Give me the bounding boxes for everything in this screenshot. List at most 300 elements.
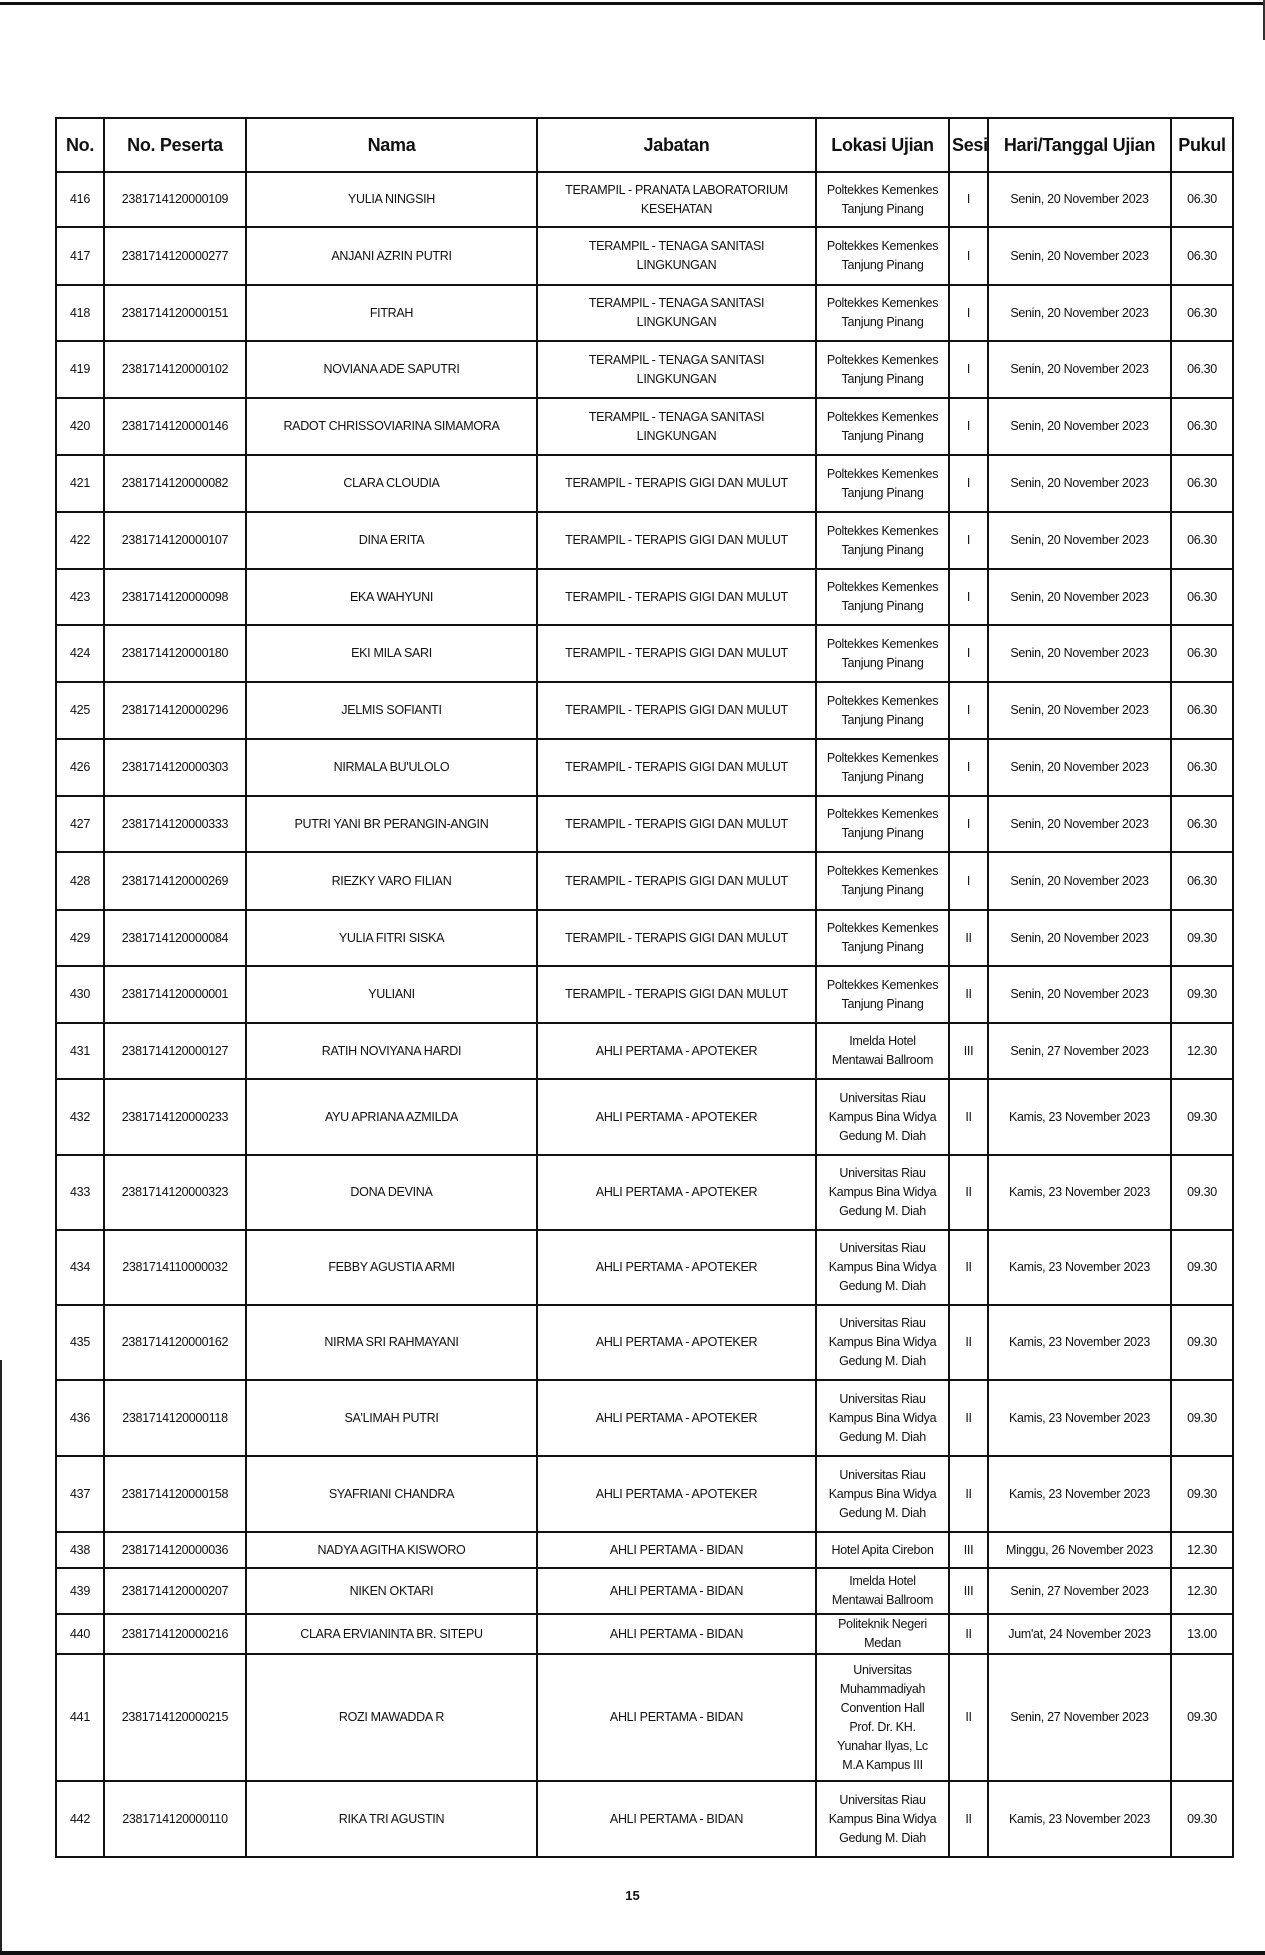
exam-location-line: Poltekkes Kemenkes	[826, 182, 939, 197]
table-row	[56, 341, 1233, 398]
exam-location-line: Imelda Hotel	[849, 1034, 916, 1048]
exam-location-line: Gedung M. Diah	[839, 1429, 926, 1444]
participant-number: 2381714120000323	[104, 1155, 246, 1230]
position	[537, 1023, 816, 1079]
participant-name: SYAFRIANI CHANDRA	[246, 1456, 537, 1532]
participant-number: 2381714120000333	[104, 796, 246, 852]
position-line: AHLI PERTAMA - BIDAN	[609, 1626, 744, 1641]
row-number: 431	[56, 1023, 104, 1079]
position-line: AHLI PERTAMA - APOTEKER	[595, 1109, 758, 1124]
position-line: AHLI PERTAMA - APOTEKER	[595, 1043, 758, 1058]
row-number: 426	[56, 739, 104, 796]
row-number: 435	[56, 1305, 104, 1380]
header-lokasi-ujian: Lokasi Ujian	[816, 118, 949, 172]
table-row	[56, 285, 1233, 341]
position	[537, 739, 816, 796]
position-line: AHLI PERTAMA - APOTEKER	[595, 1185, 758, 1199]
participant-number: 2381714110000032	[104, 1230, 246, 1305]
participant-name: CLARA CLOUDIA	[246, 455, 537, 512]
participant-name: FITRAH	[246, 285, 537, 341]
participant-name: NOVIANA ADE SAPUTRI	[246, 341, 537, 398]
row-number: 438	[56, 1532, 104, 1568]
position-line: TERAMPIL - TERAPIS GIGI DAN MULUT	[565, 533, 788, 547]
position-line: AHLI PERTAMA - BIDAN	[609, 1710, 744, 1724]
row-number: 420	[56, 398, 104, 455]
exam-location-line: Poltekkes Kemenkes	[826, 296, 939, 310]
position	[537, 172, 816, 227]
exam-time: 09.30	[1171, 1654, 1233, 1781]
exam-time: 06.30	[1171, 285, 1233, 341]
exam-location-line: Poltekkes Kemenkes	[826, 750, 939, 765]
exam-location-line: Tanjung Pinang	[841, 315, 924, 329]
exam-location-line: Tanjung Pinang	[841, 599, 924, 613]
session: II	[949, 910, 988, 966]
position	[537, 682, 816, 739]
position	[537, 1380, 816, 1456]
table-row	[56, 227, 1233, 285]
participant-name: YULIA FITRI SISKA	[246, 910, 537, 966]
row-number: 421	[56, 455, 104, 512]
table-row	[56, 1305, 1233, 1380]
exam-location-line: Tanjung Pinang	[841, 485, 924, 500]
exam-date: Senin, 20 November 2023	[988, 966, 1171, 1023]
participant-number: 2381714120000216	[104, 1614, 246, 1654]
exam-time: 09.30	[1171, 1305, 1233, 1380]
row-number: 433	[56, 1155, 104, 1230]
exam-location-line: Kampus Bina Widya	[828, 1486, 937, 1501]
position	[537, 1305, 816, 1380]
exam-time: 09.30	[1171, 966, 1233, 1023]
table-row	[56, 1781, 1233, 1857]
position	[537, 1781, 816, 1857]
table-header-row	[56, 118, 1233, 172]
exam-location	[816, 739, 949, 796]
session: II	[949, 1456, 988, 1532]
position	[537, 1456, 816, 1532]
session: I	[949, 852, 988, 910]
exam-location-line: Mentawai Ballroom	[831, 1053, 934, 1067]
row-number: 434	[56, 1230, 104, 1305]
position	[537, 341, 816, 398]
exam-location	[816, 1456, 949, 1532]
exam-date: Senin, 20 November 2023	[988, 682, 1171, 739]
participant-name: RADOT CHRISSOVIARINA SIMAMORA	[246, 398, 537, 455]
exam-time: 06.30	[1171, 512, 1233, 569]
participant-number: 2381714120000102	[104, 341, 246, 398]
position-line: AHLI PERTAMA - BIDAN	[609, 1811, 744, 1826]
position-line: TERAMPIL - TENAGA SANITASI	[588, 409, 765, 424]
session: II	[949, 1305, 988, 1380]
header-pukul: Pukul	[1171, 118, 1233, 172]
header-no: No.	[56, 118, 104, 172]
exam-location-line: Tanjung Pinang	[841, 883, 924, 897]
exam-location-line: Universitas Riau	[839, 1391, 926, 1406]
row-number: 430	[56, 966, 104, 1023]
table-row	[56, 1079, 1233, 1155]
position-line: TERAMPIL - TERAPIS GIGI DAN MULUT	[565, 760, 788, 774]
participant-name: EKI MILA SARI	[246, 625, 537, 682]
exam-location-line: Poltekkes Kemenkes	[826, 580, 939, 594]
exam-location-line: Gedung M. Diah	[839, 1354, 926, 1368]
exam-time: 12.30	[1171, 1568, 1233, 1614]
exam-date: Senin, 20 November 2023	[988, 285, 1171, 341]
exam-date: Kamis, 23 November 2023	[988, 1380, 1171, 1456]
position-line: TERAMPIL - TERAPIS GIGI DAN MULUT	[565, 987, 788, 1001]
header-no-peserta: No. Peserta	[104, 118, 246, 172]
participant-name: ANJANI AZRIN PUTRI	[246, 227, 537, 285]
participant-name: PUTRI YANI BR PERANGIN-ANGIN	[246, 796, 537, 852]
exam-location-line: Convention Hall	[840, 1700, 925, 1715]
exam-location-line: Poltekkes Kemenkes	[826, 239, 939, 253]
exam-location-line: Mentawai Ballroom	[831, 1593, 934, 1607]
exam-time: 06.30	[1171, 682, 1233, 739]
session: II	[949, 1079, 988, 1155]
exam-date: Jum'at, 24 November 2023	[988, 1614, 1171, 1654]
exam-location	[816, 682, 949, 739]
position-line: TERAMPIL - TERAPIS GIGI DAN MULUT	[565, 703, 788, 717]
exam-time: 12.30	[1171, 1532, 1233, 1568]
participant-name: RATIH NOVIYANA HARDI	[246, 1023, 537, 1079]
position	[537, 569, 816, 625]
exam-time: 12.30	[1171, 1023, 1233, 1079]
exam-location-line: Tanjung Pinang	[841, 542, 924, 557]
exam-location	[816, 1155, 949, 1230]
exam-location-line: Universitas Riau	[839, 1316, 926, 1330]
position-line: AHLI PERTAMA - BIDAN	[609, 1583, 744, 1598]
exam-location-line: Poltekkes Kemenkes	[826, 921, 939, 935]
position-line: AHLI PERTAMA - APOTEKER	[595, 1410, 758, 1425]
exam-location	[816, 1023, 949, 1079]
exam-location-line: Poltekkes Kemenkes	[826, 466, 939, 481]
position-line: TERAMPIL - TERAPIS GIGI DAN MULUT	[565, 589, 788, 604]
exam-location	[816, 1654, 949, 1781]
session: I	[949, 682, 988, 739]
exam-time: 09.30	[1171, 1079, 1233, 1155]
position-line: AHLI PERTAMA - APOTEKER	[595, 1335, 758, 1349]
session: II	[949, 1654, 988, 1781]
table-row	[56, 910, 1233, 966]
exam-location	[816, 852, 949, 910]
table-row	[56, 512, 1233, 569]
participant-number: 2381714120000180	[104, 625, 246, 682]
table-row	[56, 796, 1233, 852]
table-row	[56, 625, 1233, 682]
participant-number: 2381714120000109	[104, 172, 246, 227]
exam-location-line: Poltekkes Kemenkes	[826, 977, 939, 992]
exam-location-line: Yunahar Ilyas, Lc	[837, 1738, 928, 1753]
participant-name: NIKEN OKTARI	[246, 1568, 537, 1614]
exam-date: Senin, 20 November 2023	[988, 852, 1171, 910]
exam-location	[816, 285, 949, 341]
participant-number: 2381714120000296	[104, 682, 246, 739]
session: I	[949, 455, 988, 512]
participant-number: 2381714120000098	[104, 569, 246, 625]
table-row	[56, 398, 1233, 455]
exam-location-line: Universitas	[853, 1662, 912, 1677]
position	[537, 1155, 816, 1230]
row-number: 427	[56, 796, 104, 852]
row-number: 417	[56, 227, 104, 285]
exam-date: Senin, 20 November 2023	[988, 512, 1171, 569]
position	[537, 1230, 816, 1305]
table-row	[56, 1155, 1233, 1230]
exam-location-line: Tanjung Pinang	[841, 201, 924, 216]
exam-time: 06.30	[1171, 852, 1233, 910]
row-number: 436	[56, 1380, 104, 1456]
exam-time: 06.30	[1171, 739, 1233, 796]
table-row	[56, 1230, 1233, 1305]
session: II	[949, 1614, 988, 1654]
exam-location-line: Kampus Bina Widya	[828, 1410, 937, 1425]
exam-location	[816, 341, 949, 398]
participant-name: AYU APRIANA AZMILDA	[246, 1079, 537, 1155]
exam-location-line: Muhammadiyah	[839, 1681, 926, 1696]
exam-date: Kamis, 23 November 2023	[988, 1155, 1171, 1230]
exam-location-line: Poltekkes Kemenkes	[826, 807, 939, 821]
exam-location	[816, 910, 949, 966]
session: II	[949, 1781, 988, 1857]
exam-location	[816, 625, 949, 682]
exam-location	[816, 512, 949, 569]
session: I	[949, 512, 988, 569]
exam-location	[816, 1230, 949, 1305]
exam-date: Senin, 20 November 2023	[988, 227, 1171, 285]
exam-location-line: Tanjung Pinang	[841, 655, 924, 670]
participant-number: 2381714120000146	[104, 398, 246, 455]
participant-number: 2381714120000158	[104, 1456, 246, 1532]
participant-name: DONA DEVINA	[246, 1155, 537, 1230]
exam-location-line: Gedung M. Diah	[839, 1279, 926, 1293]
exam-date: Kamis, 23 November 2023	[988, 1230, 1171, 1305]
table-row	[56, 1568, 1233, 1614]
participant-name: ROZI MAWADDA R	[246, 1654, 537, 1781]
exam-location	[816, 1305, 949, 1380]
position-line: LINGKUNGAN	[636, 371, 717, 386]
session: I	[949, 341, 988, 398]
exam-date: Senin, 27 November 2023	[988, 1023, 1171, 1079]
row-number: 428	[56, 852, 104, 910]
table-row	[56, 1380, 1233, 1456]
row-number: 442	[56, 1781, 104, 1857]
position	[537, 1568, 816, 1614]
position-line: LINGKUNGAN	[636, 428, 717, 443]
exam-location	[816, 227, 949, 285]
exam-location-line: M.A Kampus III	[842, 1757, 923, 1772]
participant-number: 2381714120000233	[104, 1079, 246, 1155]
participant-number: 2381714120000151	[104, 285, 246, 341]
participant-number: 2381714120000082	[104, 455, 246, 512]
exam-time: 06.30	[1171, 796, 1233, 852]
exam-location-line: Poltekkes Kemenkes	[826, 636, 939, 651]
exam-location-line: Tanjung Pinang	[841, 996, 924, 1011]
position	[537, 398, 816, 455]
exam-date: Kamis, 23 November 2023	[988, 1456, 1171, 1532]
exam-location-line: Prof. Dr. KH.	[849, 1719, 916, 1734]
exam-date: Senin, 20 November 2023	[988, 739, 1171, 796]
position	[537, 455, 816, 512]
exam-location-line: Universitas Riau	[839, 1090, 926, 1105]
position	[537, 285, 816, 341]
row-number: 437	[56, 1456, 104, 1532]
exam-location	[816, 796, 949, 852]
participant-number: 2381714120000001	[104, 966, 246, 1023]
exam-time: 06.30	[1171, 569, 1233, 625]
exam-time: 06.30	[1171, 227, 1233, 285]
exam-location-line: Kampus Bina Widya	[828, 1185, 937, 1199]
table-row	[56, 739, 1233, 796]
exam-time: 06.30	[1171, 398, 1233, 455]
exam-time: 09.30	[1171, 910, 1233, 966]
position-line: TERAMPIL - TENAGA SANITASI	[588, 296, 765, 310]
exam-location-line: Gedung M. Diah	[839, 1128, 926, 1143]
participant-name: NIRMALA BU'ULOLO	[246, 739, 537, 796]
session: I	[949, 398, 988, 455]
row-number: 432	[56, 1079, 104, 1155]
exam-date: Minggu, 26 November 2023	[988, 1532, 1171, 1568]
exam-location	[816, 172, 949, 227]
position	[537, 910, 816, 966]
position	[537, 625, 816, 682]
scan-edge-left	[0, 1360, 2, 1955]
position-line: TERAMPIL - TERAPIS GIGI DAN MULUT	[565, 816, 788, 831]
table-body	[56, 172, 1233, 1857]
row-number: 439	[56, 1568, 104, 1614]
position-line: TERAMPIL - TERAPIS GIGI DAN MULUT	[565, 873, 788, 888]
row-number: 418	[56, 285, 104, 341]
exam-time: 06.30	[1171, 172, 1233, 227]
position-line: LINGKUNGAN	[636, 258, 717, 272]
exam-location-line: Tanjung Pinang	[841, 769, 924, 784]
exam-location	[816, 1568, 949, 1614]
session: I	[949, 625, 988, 682]
session: I	[949, 739, 988, 796]
position	[537, 1532, 816, 1568]
exam-location	[816, 1532, 949, 1568]
participant-number: 2381714120000162	[104, 1305, 246, 1380]
participant-number: 2381714120000269	[104, 852, 246, 910]
session: III	[949, 1532, 988, 1568]
exam-date: Senin, 20 November 2023	[988, 172, 1171, 227]
exam-location-line: Universitas Riau	[839, 1467, 926, 1482]
participant-number: 2381714120000036	[104, 1532, 246, 1568]
exam-time: 06.30	[1171, 625, 1233, 682]
exam-date: Senin, 20 November 2023	[988, 398, 1171, 455]
session: II	[949, 966, 988, 1023]
row-number: 425	[56, 682, 104, 739]
exam-location-line: Hotel Apita Cirebon	[831, 1542, 934, 1557]
header-hari-tanggal: Hari/Tanggal Ujian	[988, 118, 1171, 172]
exam-date: Senin, 20 November 2023	[988, 341, 1171, 398]
exam-location	[816, 966, 949, 1023]
exam-location-line: Gedung M. Diah	[839, 1204, 926, 1218]
participant-number: 2381714120000303	[104, 739, 246, 796]
position-line: AHLI PERTAMA - APOTEKER	[595, 1486, 758, 1501]
exam-location	[816, 569, 949, 625]
exam-location-line: Poltekkes Kemenkes	[826, 693, 939, 708]
position	[537, 966, 816, 1023]
exam-location	[816, 1781, 949, 1857]
exam-date: Senin, 27 November 2023	[988, 1654, 1171, 1781]
session: I	[949, 227, 988, 285]
participant-name: SA'LIMAH PUTRI	[246, 1380, 537, 1456]
exam-time: 09.30	[1171, 1781, 1233, 1857]
row-number: 422	[56, 512, 104, 569]
position-line: AHLI PERTAMA - APOTEKER	[595, 1260, 758, 1274]
exam-date: Senin, 20 November 2023	[988, 455, 1171, 512]
position	[537, 512, 816, 569]
position	[537, 1654, 816, 1781]
session: II	[949, 1155, 988, 1230]
exam-location	[816, 1079, 949, 1155]
exam-location-line: Tanjung Pinang	[841, 258, 924, 272]
row-number: 419	[56, 341, 104, 398]
participant-number: 2381714120000118	[104, 1380, 246, 1456]
exam-location-line: Tanjung Pinang	[841, 712, 924, 727]
exam-date: Senin, 20 November 2023	[988, 569, 1171, 625]
position-line: LINGKUNGAN	[636, 315, 717, 329]
exam-time: 13.00	[1171, 1614, 1233, 1654]
participant-name: FEBBY AGUSTIA ARMI	[246, 1230, 537, 1305]
participant-name: RIEZKY VARO FILIAN	[246, 852, 537, 910]
exam-time: 06.30	[1171, 455, 1233, 512]
exam-date: Kamis, 23 November 2023	[988, 1079, 1171, 1155]
exam-date: Senin, 20 November 2023	[988, 910, 1171, 966]
exam-time: 09.30	[1171, 1230, 1233, 1305]
exam-location	[816, 1380, 949, 1456]
scan-edge-bottom	[0, 1951, 1265, 1955]
participant-name: YULIA NINGSIH	[246, 172, 537, 227]
exam-location-line: Gedung M. Diah	[839, 1830, 926, 1845]
row-number: 416	[56, 172, 104, 227]
position-line: TERAMPIL - TERAPIS GIGI DAN MULUT	[565, 476, 788, 490]
table-row	[56, 569, 1233, 625]
table-row	[56, 852, 1233, 910]
exam-location-line: Imelda Hotel	[849, 1574, 916, 1588]
participant-name: CLARA ERVIANINTA BR. SITEPU	[246, 1614, 537, 1654]
exam-location	[816, 398, 949, 455]
row-number: 440	[56, 1614, 104, 1654]
exam-date: Kamis, 23 November 2023	[988, 1781, 1171, 1857]
participant-name: NIRMA SRI RAHMAYANI	[246, 1305, 537, 1380]
position-line: TERAMPIL - TERAPIS GIGI DAN MULUT	[565, 930, 788, 945]
position-line: TERAMPIL - PRANATA LABORATORIUM	[565, 182, 788, 197]
row-number: 441	[56, 1654, 104, 1781]
exam-location	[816, 455, 949, 512]
table-row	[56, 1532, 1233, 1568]
position-line: KESEHATAN	[640, 201, 713, 216]
header-jabatan: Jabatan	[537, 118, 816, 172]
position-line: TERAMPIL - TERAPIS GIGI DAN MULUT	[565, 646, 788, 660]
participant-name: DINA ERITA	[246, 512, 537, 569]
header-nama: Nama	[246, 118, 537, 172]
exam-schedule-table	[55, 117, 1234, 1858]
exam-location	[816, 1614, 949, 1654]
session: I	[949, 172, 988, 227]
position-line: AHLI PERTAMA - BIDAN	[609, 1542, 744, 1557]
position-line: TERAMPIL - TENAGA SANITASI	[588, 239, 765, 253]
table-row	[56, 1023, 1233, 1079]
exam-time: 09.30	[1171, 1380, 1233, 1456]
exam-location-line: Kampus Bina Widya	[828, 1109, 937, 1124]
exam-date: Senin, 20 November 2023	[988, 625, 1171, 682]
exam-location-line: Kampus Bina Widya	[828, 1811, 937, 1826]
exam-location-line: Tanjung Pinang	[841, 940, 924, 954]
participant-name: YULIANI	[246, 966, 537, 1023]
table-row	[56, 1654, 1233, 1781]
exam-location-line: Tanjung Pinang	[841, 826, 924, 840]
exam-time: 09.30	[1171, 1155, 1233, 1230]
exam-location-line: Poltekkes Kemenkes	[826, 864, 939, 878]
